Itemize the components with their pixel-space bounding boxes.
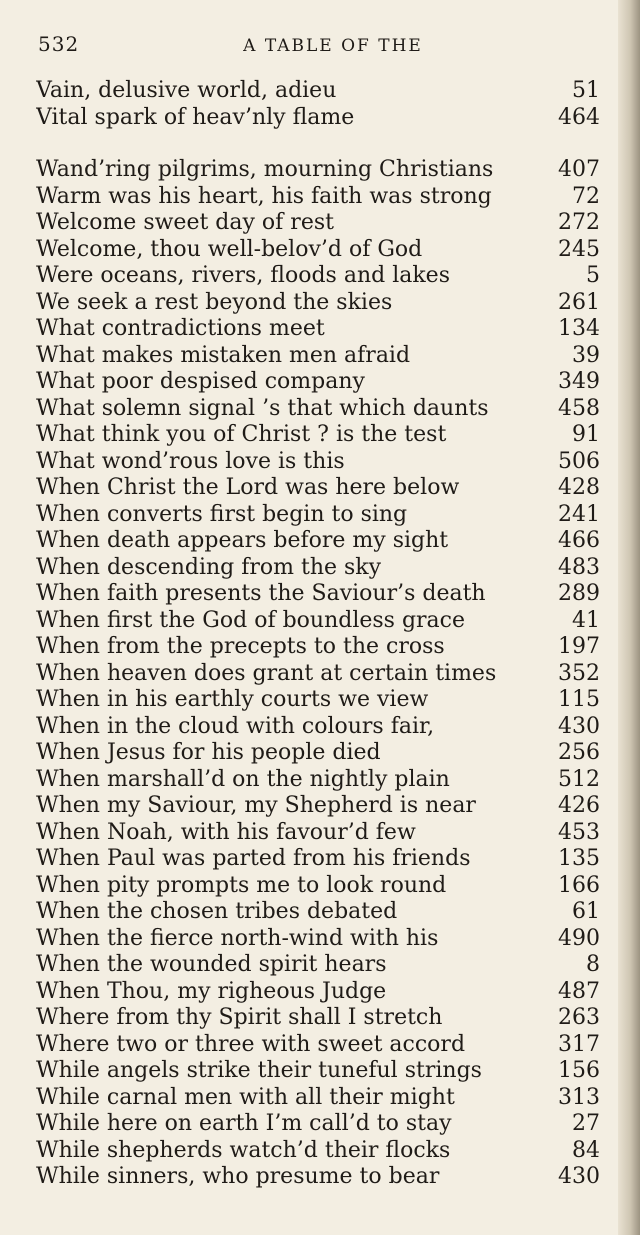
index-entry bbox=[36, 634, 600, 661]
index-entry bbox=[36, 1138, 600, 1165]
entry-first-line: When the wounded spirit hears bbox=[36, 952, 387, 977]
entry-hymn-number: 261 bbox=[558, 289, 600, 315]
index-entry bbox=[36, 767, 600, 794]
entry-first-line: When Paul was parted from his friends bbox=[36, 846, 471, 871]
entry-hymn-number: 256 bbox=[558, 740, 600, 765]
entry-first-line: When first the God of boundless grace bbox=[36, 607, 466, 633]
book-spine-edge bbox=[618, 0, 640, 1235]
index-entry bbox=[36, 1058, 600, 1085]
entry-first-line: When Christ the Lord was here below bbox=[36, 475, 460, 500]
index-entry bbox=[36, 740, 600, 767]
entry-first-line: When from the precepts to the cross bbox=[36, 634, 445, 659]
index-entry bbox=[36, 555, 600, 582]
entry-hymn-number: 39 bbox=[572, 342, 600, 368]
entry-first-line: Vain, delusive world, adieu bbox=[36, 78, 337, 103]
entry-first-line: Were oceans, rivers, floods and lakes bbox=[36, 263, 450, 288]
entry-first-line: When the chosen tribes debated bbox=[36, 899, 398, 924]
entry-hymn-number: 407 bbox=[558, 157, 600, 182]
index-entry bbox=[36, 263, 600, 290]
entry-hymn-number: 156 bbox=[558, 1058, 600, 1083]
entry-hymn-number: 430 bbox=[558, 1164, 600, 1189]
running-title: A TABLE OF THE bbox=[243, 36, 423, 56]
index-section-w bbox=[36, 157, 600, 1191]
entry-first-line: Welcome, thou well-belov’d of God bbox=[36, 236, 423, 262]
entry-hymn-number: 428 bbox=[558, 475, 600, 500]
entry-first-line: When marshall’d on the nightly plain bbox=[36, 766, 450, 792]
index-section-v bbox=[36, 78, 600, 131]
index-entry bbox=[36, 687, 600, 714]
entry-hymn-number: 430 bbox=[558, 713, 600, 739]
entry-first-line: Wand’ring pilgrims, mourning Christians bbox=[36, 157, 494, 182]
entry-first-line: When the fierce north-wind with his bbox=[36, 925, 439, 951]
entry-first-line: When in his earthly courts we view bbox=[36, 687, 429, 712]
index-entry bbox=[36, 105, 600, 132]
entry-first-line: When death appears before my sight bbox=[36, 528, 449, 553]
entry-first-line: What makes mistaken men afraid bbox=[36, 342, 411, 368]
entry-hymn-number: 61 bbox=[572, 899, 600, 924]
entry-hymn-number: 453 bbox=[558, 819, 600, 845]
index-entry bbox=[36, 369, 600, 396]
entry-first-line: When Noah, with his favour’d few bbox=[36, 819, 416, 845]
index-entry bbox=[36, 343, 600, 370]
entry-hymn-number: 134 bbox=[558, 316, 600, 341]
entry-first-line: While shepherds watch’d their flocks bbox=[36, 1137, 451, 1163]
entry-first-line: What contradictions meet bbox=[36, 316, 325, 341]
entry-hymn-number: 166 bbox=[558, 872, 600, 898]
index-entry bbox=[36, 1085, 600, 1112]
index-entry bbox=[36, 422, 600, 449]
index-entry bbox=[36, 157, 600, 184]
entry-hymn-number: 313 bbox=[558, 1084, 600, 1110]
entry-hymn-number: 51 bbox=[572, 78, 600, 103]
entry-hymn-number: 8 bbox=[586, 952, 600, 977]
entry-hymn-number: 512 bbox=[558, 766, 600, 792]
entry-first-line: When Jesus for his people died bbox=[36, 740, 381, 765]
entry-hymn-number: 483 bbox=[558, 554, 600, 580]
entry-hymn-number: 464 bbox=[558, 104, 600, 130]
entry-hymn-number: 245 bbox=[558, 236, 600, 262]
index-entry bbox=[36, 952, 600, 979]
entry-hymn-number: 5 bbox=[586, 263, 600, 288]
index-entry bbox=[36, 78, 600, 105]
entry-hymn-number: 506 bbox=[558, 448, 600, 474]
index-entry bbox=[36, 873, 600, 900]
entry-first-line: When pity prompts me to look round bbox=[36, 872, 447, 898]
entry-hymn-number: 490 bbox=[558, 925, 600, 951]
index-entry bbox=[36, 581, 600, 608]
index-entry bbox=[36, 846, 600, 873]
entry-first-line: What poor despised company bbox=[36, 369, 365, 394]
entry-hymn-number: 91 bbox=[572, 422, 600, 447]
index-entry bbox=[36, 396, 600, 423]
entry-first-line: While here on earth I’m call’d to stay bbox=[36, 1111, 452, 1136]
entry-hymn-number: 487 bbox=[558, 978, 600, 1004]
entry-hymn-number: 263 bbox=[558, 1005, 600, 1030]
entry-hymn-number: 349 bbox=[558, 369, 600, 394]
entry-first-line: What solemn signal ’s that which daunts bbox=[36, 395, 489, 421]
index-entry bbox=[36, 820, 600, 847]
index-entry bbox=[36, 1111, 600, 1138]
entry-first-line: While sinners, who presume to bear bbox=[36, 1164, 440, 1189]
entry-first-line: Where from thy Spirit shall I stretch bbox=[36, 1005, 443, 1030]
entry-first-line: When in the cloud with colours fair, bbox=[36, 713, 435, 739]
entry-hymn-number: 317 bbox=[558, 1031, 600, 1057]
entry-first-line: We seek a rest beyond the skies bbox=[36, 289, 393, 315]
entry-first-line: Vital spark of heav’nly flame bbox=[36, 104, 355, 130]
entry-first-line: When faith presents the Saviour’s death bbox=[36, 581, 486, 606]
index-entry bbox=[36, 899, 600, 926]
entry-hymn-number: 135 bbox=[558, 846, 600, 871]
entry-first-line: While carnal men with all their might bbox=[36, 1084, 455, 1110]
entry-hymn-number: 241 bbox=[558, 501, 600, 527]
index-entry bbox=[36, 502, 600, 529]
page-header bbox=[38, 32, 598, 62]
index-entry bbox=[36, 290, 600, 317]
index-entry bbox=[36, 184, 600, 211]
entry-hymn-number: 41 bbox=[572, 607, 600, 633]
entry-hymn-number: 84 bbox=[572, 1137, 600, 1163]
entry-first-line: When heaven does grant at certain times bbox=[36, 660, 497, 686]
entry-first-line: When my Saviour, my Shepherd is near bbox=[36, 793, 476, 818]
index-entry bbox=[36, 608, 600, 635]
entry-first-line: When descending from the sky bbox=[36, 554, 382, 580]
index-entry bbox=[36, 1032, 600, 1059]
index-entry bbox=[36, 714, 600, 741]
entry-first-line: Where two or three with sweet accord bbox=[36, 1031, 466, 1057]
entry-hymn-number: 115 bbox=[558, 687, 600, 712]
index-entry bbox=[36, 1164, 600, 1191]
entry-first-line: What wond’rous love is this bbox=[36, 448, 345, 474]
entry-hymn-number: 272 bbox=[558, 210, 600, 235]
index-entry bbox=[36, 475, 600, 502]
entry-first-line: What think you of Christ ? is the test bbox=[36, 422, 447, 447]
index-entry bbox=[36, 926, 600, 953]
entry-hymn-number: 466 bbox=[558, 528, 600, 553]
entry-hymn-number: 27 bbox=[572, 1111, 600, 1136]
entry-first-line: Warm was his heart, his faith was strong bbox=[36, 183, 492, 209]
entry-hymn-number: 352 bbox=[558, 660, 600, 686]
entry-first-line: When converts first begin to sing bbox=[36, 501, 408, 527]
entry-first-line: When Thou, my righeous Judge bbox=[36, 978, 387, 1004]
entry-hymn-number: 289 bbox=[558, 581, 600, 606]
index-entry bbox=[36, 1005, 600, 1032]
index-entry bbox=[36, 449, 600, 476]
index-entry bbox=[36, 210, 600, 237]
entry-hymn-number: 197 bbox=[558, 634, 600, 659]
index-entry bbox=[36, 237, 600, 264]
entry-hymn-number: 426 bbox=[558, 793, 600, 818]
entry-hymn-number: 72 bbox=[572, 183, 600, 209]
index-entry bbox=[36, 316, 600, 343]
index-entry bbox=[36, 661, 600, 688]
entry-first-line: Welcome sweet day of rest bbox=[36, 210, 334, 235]
entry-first-line: While angels strike their tuneful strings bbox=[36, 1058, 482, 1083]
index-entry bbox=[36, 979, 600, 1006]
entry-hymn-number: 458 bbox=[558, 395, 600, 421]
index-entry bbox=[36, 793, 600, 820]
index-entry bbox=[36, 528, 600, 555]
page-number: 532 bbox=[38, 32, 80, 56]
